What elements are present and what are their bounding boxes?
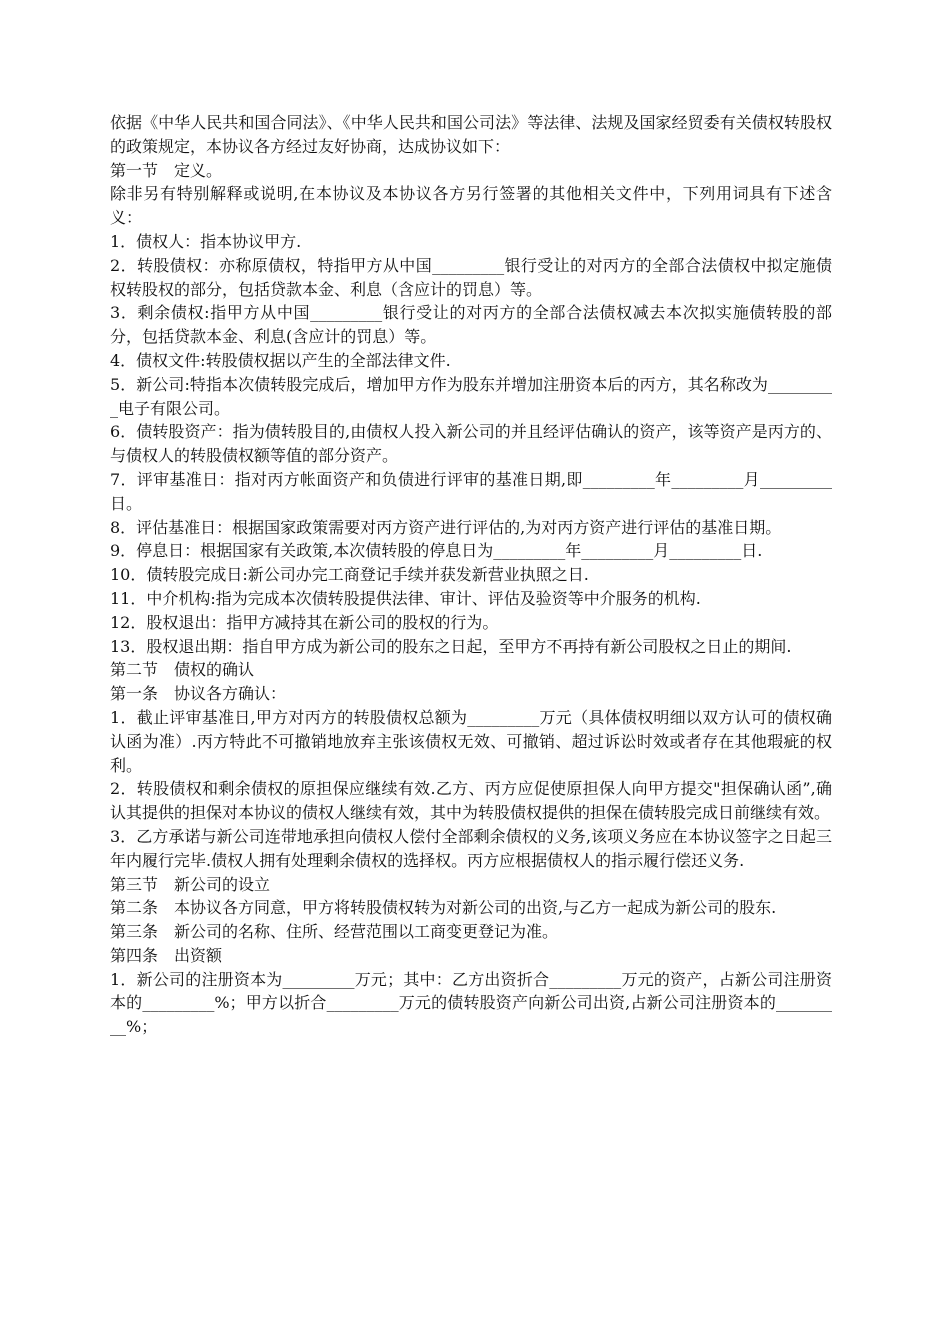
document-page <box>110 111 832 1039</box>
definitions-intro: 除非另有特别解释或说明,在本协议及本协议各方另行签署的其他相关文件中，下列用词具有下述含义： <box>110 184 832 228</box>
definition-item: 12．股权退出：指甲方减持其在新公司的股权的行为。 <box>110 612 499 632</box>
definition-item: 10．债转股完成日:新公司办完工商登记手续并获发新营业执照之日. <box>110 565 589 585</box>
preamble: 依据《中华人民共和国合同法》、《中华人民共和国公司法》等法律、法规及国家经贸委有关债权转股权的政策规定，本协议各方经过友好协商，达成协议如下： <box>110 113 832 156</box>
section-1-heading: 第一节 定义。 <box>110 160 223 180</box>
definition-item: 11．中介机构:指为完成本次债转股提供法律、审计、评估及验资等中介服务的机构. <box>110 588 701 608</box>
article-1-clause: 2．转股债权和剩余债权的原担保应继续有效.乙方、丙方应促使原担保人向甲方提交"担保确认函”,确认其提供的担保对本协议的债权人继续有效，其中为转股债权提供的担保在债转股完成日前继续有效。 <box>110 779 832 823</box>
definition-item: 7．评审基准日：指对丙方帐面资产和负债进行评审的基准日期,即_________年_________月_________日。 <box>110 469 832 513</box>
section-3-heading: 第三节 新公司的设立 <box>110 874 271 894</box>
article-3: 第三条 新公司的名称、住所、经营范围以工商变更登记为准。 <box>110 922 559 942</box>
definition-item: 8．评估基准日：根据国家政策需要对丙方资产进行评估的,为对丙方资产进行评估的基准日期。 <box>110 517 782 537</box>
definition-item: 4．债权文件:转股债权据以产生的全部法律文件. <box>110 350 451 370</box>
definition-item: 13．股权退出期：指自甲方成为新公司的股东之日起，至甲方不再持有新公司股权之日止的期间. <box>110 636 792 656</box>
definition-item: 3．剩余债权:指甲方从中国_________银行受让的对丙方的全部合法债权减去本次拟实施债转股的部分，包括贷款本金、利息(含应计的罚息）等。 <box>110 303 832 347</box>
article-4-heading: 第四条 出资额 <box>110 945 223 965</box>
definition-item: 6．债转股资产：指为债转股目的,由债权人投入新公司的并且经评估确认的资产，该等资产是丙方的、与债权人的转股债权额等值的部分资产。 <box>110 422 832 466</box>
definition-item: 5．新公司:特指本次债转股完成后，增加甲方作为股东并增加注册资本后的丙方，其名称改为_________电子有限公司。 <box>110 374 832 418</box>
article-4-clause: 1．新公司的注册资本为_________万元；其中：乙方出资折合_________万元的资产，占新公司注册资本的_________%；甲方以折合_________万元的债转股资产向新公司出资,占新公司注册资本的_________%； <box>110 969 832 1037</box>
article-2: 第二条 本协议各方同意，甲方将转股债权转为对新公司的出资,与乙方一起成为新公司的股东. <box>110 898 777 918</box>
article-1-clause: 3．乙方承诺与新公司连带地承担向债权人偿付全部剩余债权的义务,该项义务应在本协议签字之日起三年内履行完毕.债权人拥有处理剩余债权的选择权。丙方应根据债权人的指示履行偿还义务. <box>110 826 832 870</box>
article-1-heading: 第一条 协议各方确认： <box>110 684 287 704</box>
definition-item: 2．转股债权：亦称原债权，特指甲方从中国_________银行受让的对丙方的全部合法债权中拟定施债权转股权的部分，包括贷款本金、利息（含应计的罚息）等。 <box>110 255 832 299</box>
definition-item: 9．停息日：根据国家有关政策,本次债转股的停息日为_________年_________月_________日. <box>110 541 763 561</box>
section-2-heading: 第二节 债权的确认 <box>110 660 255 680</box>
definition-item: 1．债权人：指本协议甲方. <box>110 231 302 251</box>
article-1-clause: 1．截止评审基准日,甲方对丙方的转股债权总额为_________万元（具体债权明细以双方认可的债权确认函为准）.丙方特此不可撤销地放弃主张该债权无效、可撤销、超过诉讼时效或者存在其他瑕疵的权利。 <box>110 707 832 775</box>
